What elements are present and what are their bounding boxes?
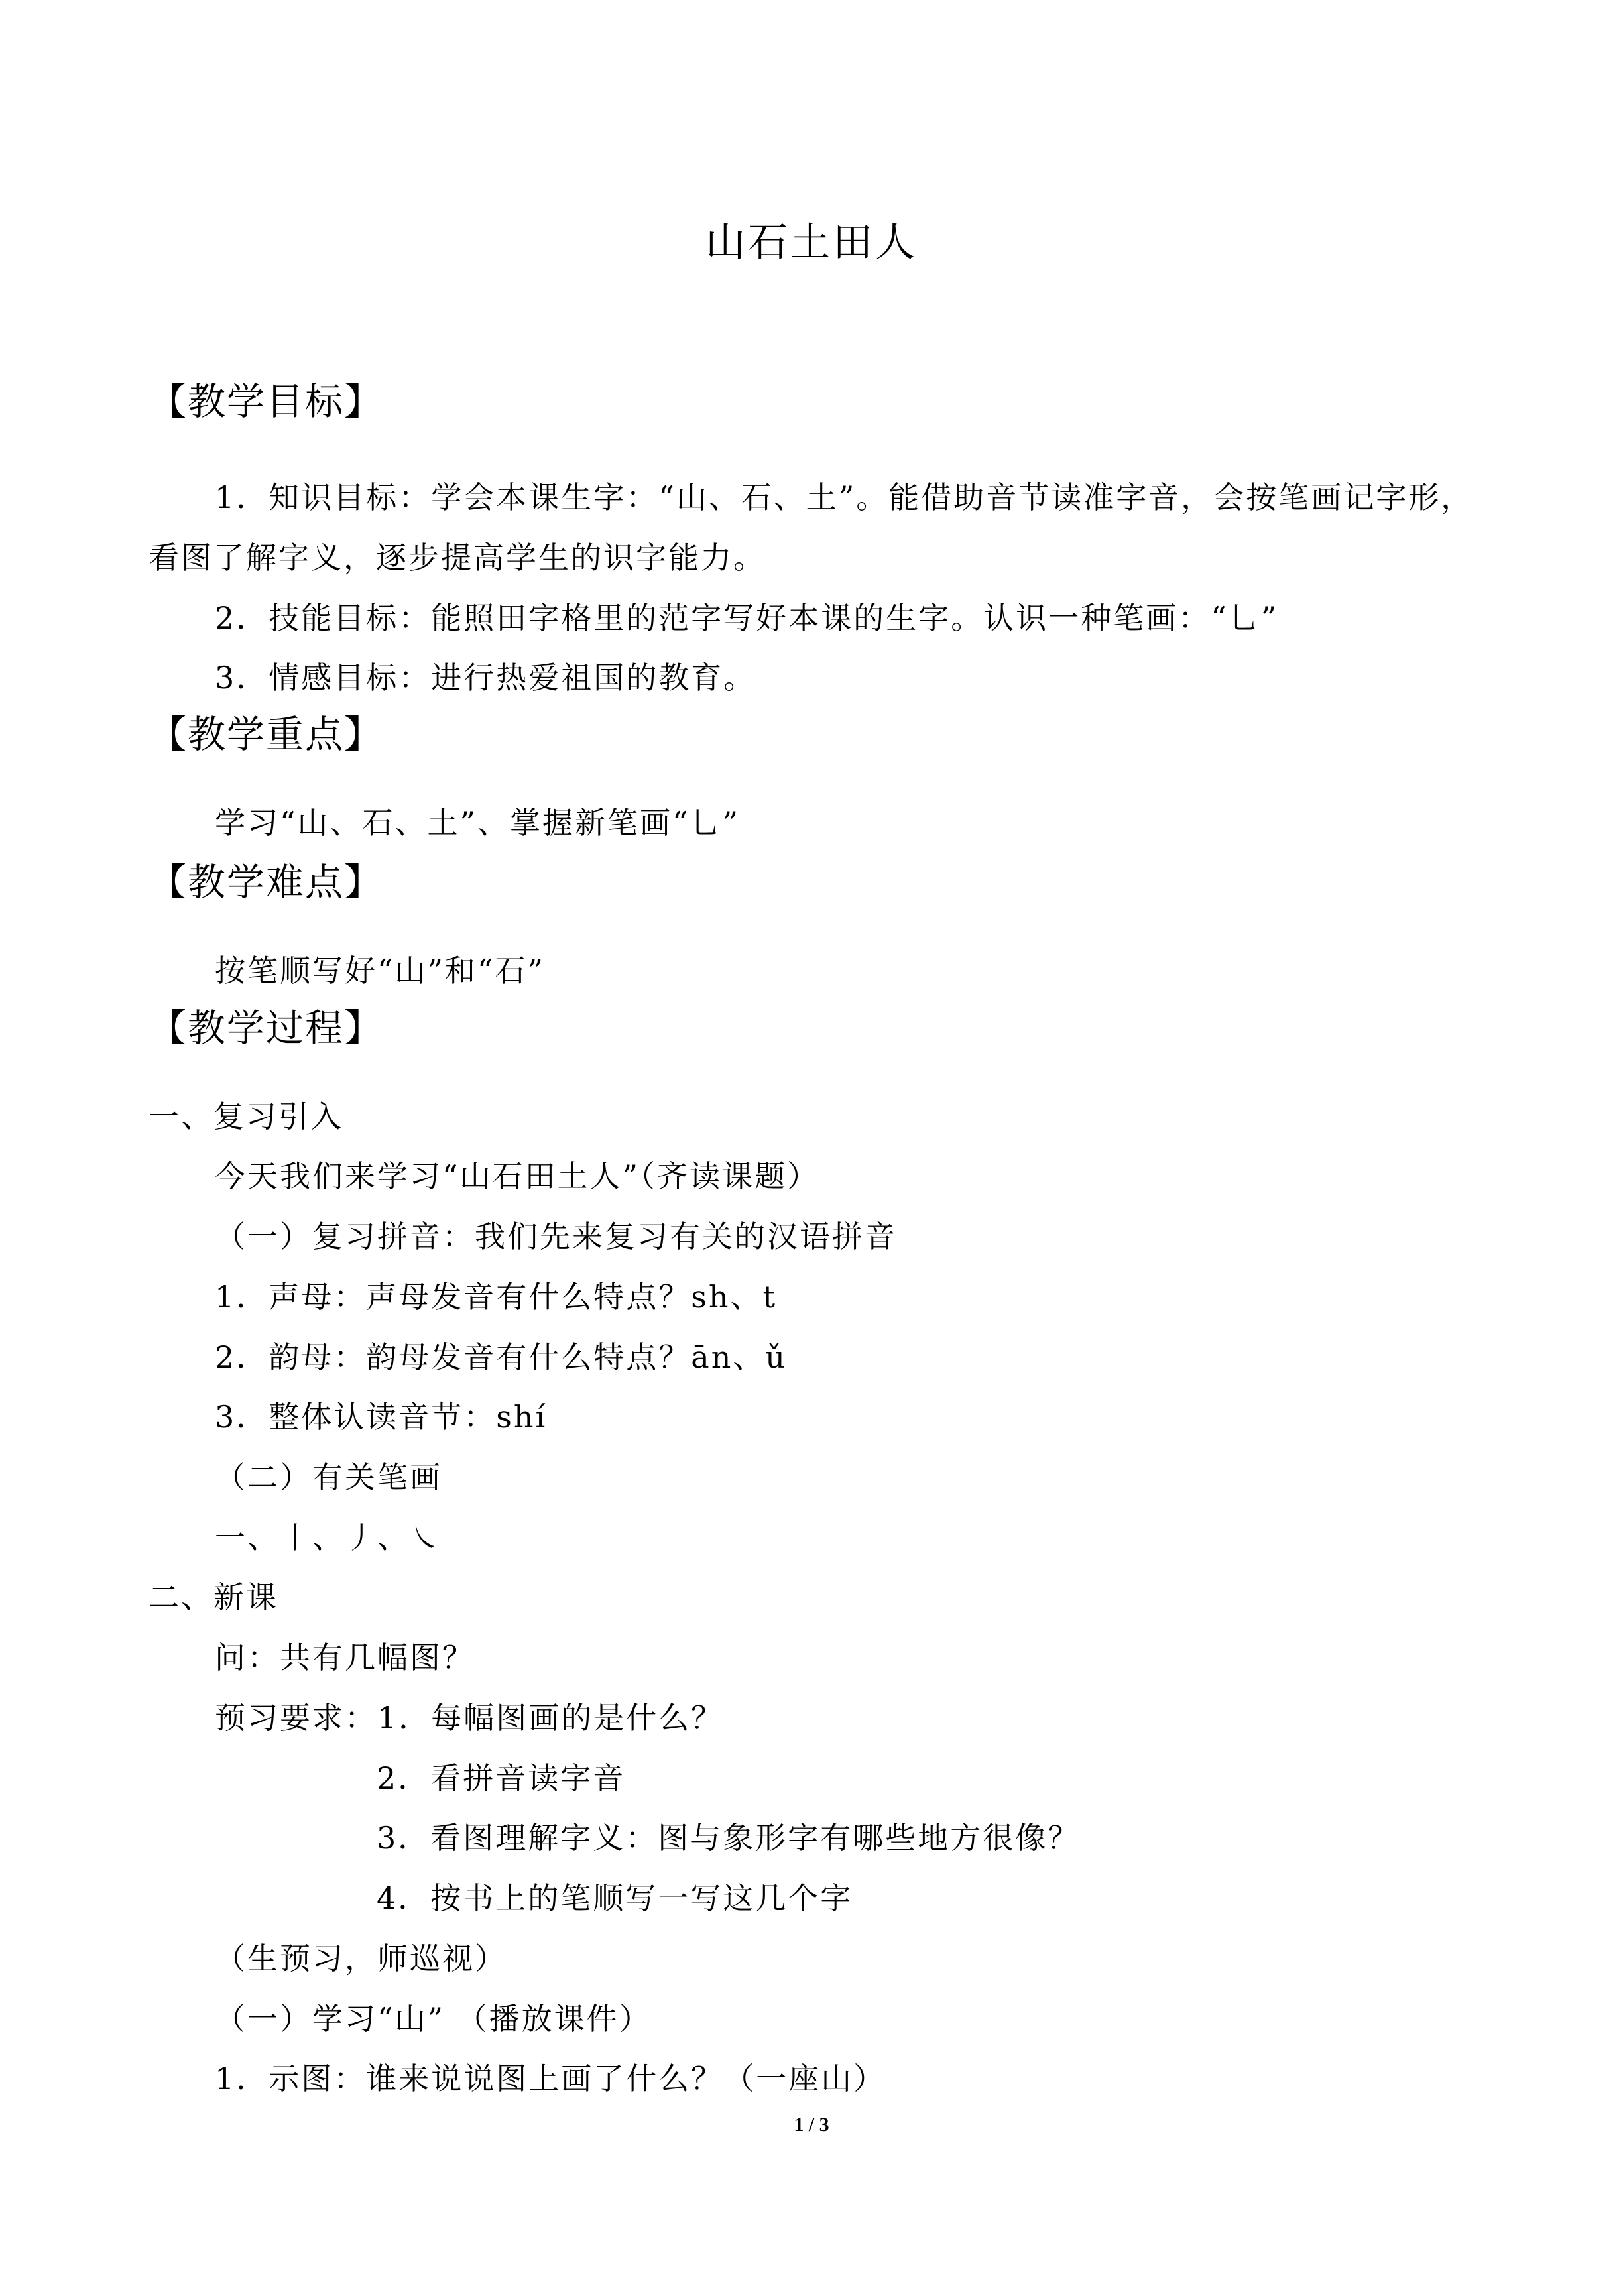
section-new-lesson: 二、新课 [149, 1579, 278, 1615]
preview-note: （生预习，师巡视） [215, 1941, 507, 1976]
preview-requirement-4: 4．按书上的笔顺写一写这几个字 [377, 1880, 853, 1916]
review-pinyin-item-1: 1．声母：声母发音有什么特点？sh、t [215, 1279, 777, 1315]
objective-2: 2．技能目标：能照田字格里的范字写好本课的生字。认识一种笔画：“乚” [215, 600, 1279, 636]
review-strokes-list: 一、丨、丿、㇏ [215, 1520, 442, 1555]
preview-requirement-1: 预习要求：1．每幅图画的是什么？ [215, 1700, 724, 1736]
preview-requirement-3: 3．看图理解字义：图与象形字有哪些地方很像？ [377, 1820, 1081, 1856]
section-review-intro: 一、复习引入 [149, 1099, 343, 1134]
new-lesson-question: 问：共有几幅图？ [215, 1640, 475, 1675]
page-number: 1 / 3 [794, 2114, 829, 2136]
review-pinyin-item-2: 2．韵母：韵母发音有什么特点？ān、ǔ [215, 1339, 787, 1375]
heading-objectives: 【教学目标】 [149, 380, 383, 424]
key-points-text: 学习“山、石、土”、掌握新笔画“乚” [215, 805, 741, 841]
review-intro-text: 今天我们来学习“山石田土人”（齐读课题） [215, 1158, 820, 1194]
objective-3: 3．情感目标：进行热爱祖国的教育。 [215, 660, 756, 695]
heading-difficulties: 【教学难点】 [149, 861, 383, 904]
review-strokes-heading: （二）有关笔画 [215, 1459, 442, 1495]
preview-requirement-2: 2．看拼音读字音 [377, 1760, 626, 1796]
difficulties-text: 按笔顺写好“山”和“石” [215, 953, 546, 989]
objective-1-line-2: 看图了解字义，逐步提高学生的识字能力。 [149, 540, 766, 575]
heading-process: 【教学过程】 [149, 1006, 383, 1050]
page-title: 山石土田人 [705, 219, 918, 266]
objective-1-line-1: 1．知识目标：学会本课生字：“山、石、土”。能借助音节读准字音，会按笔画记字形， [215, 479, 1474, 515]
review-pinyin-heading: （一）复习拼音：我们先来复习有关的汉语拼音 [215, 1219, 897, 1254]
learn-shan-heading: （一）学习“山” （播放课件） [215, 2001, 652, 2037]
learn-shan-item-1: 1．示图：谁来说说图上画了什么？（一座山） [215, 2061, 886, 2096]
heading-key-points: 【教学重点】 [149, 713, 383, 756]
review-pinyin-item-3: 3．整体认读音节：shí [215, 1399, 548, 1435]
